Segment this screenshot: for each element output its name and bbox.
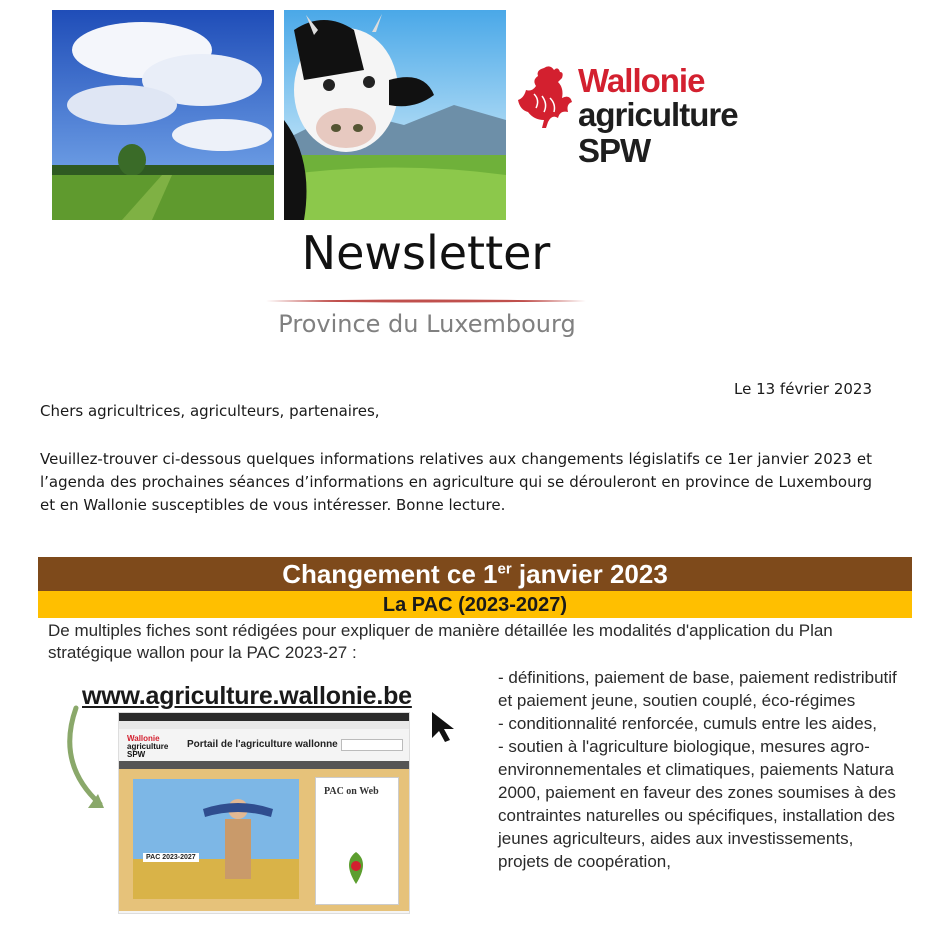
letter-intro: Veuillez-trouver ci-dessous quelques informations relatives aux changements législatifs ce 1er janvier 2023 et l’agenda des prochaines séances d’informations en agriculture qui se dérouleront en province de Luxembourg et en Wallonie susceptibles de vous intéresser. Bonne lecture.	[40, 450, 872, 514]
list-item: - définitions, paiement de base, paiement redistributif et paiement jeune, soutien couplé, éco-régimes	[498, 668, 897, 710]
section-heading-pre: Changement ce 1	[282, 559, 498, 589]
shot-logo	[127, 735, 168, 759]
section-heading	[38, 557, 912, 591]
shot-pac-caption: PAC 2023-2027	[143, 853, 199, 862]
letter-date: Le 13 février 2023	[733, 380, 872, 398]
rooster-icon	[514, 64, 574, 130]
letter-greeting: Chers agricultrices, agriculteurs, partenaires,	[40, 402, 380, 420]
section-heading-sup: er	[497, 560, 512, 578]
shot-nav-bar	[119, 761, 409, 769]
shot-subbar	[119, 721, 409, 729]
cursor-icon	[430, 710, 460, 744]
shot-logo-line3: SPW	[127, 750, 146, 759]
pac-leaf-icon	[336, 848, 376, 888]
newsletter-subtitle: Province du Luxembourg	[278, 310, 576, 338]
section-heading-post: janvier 2023	[511, 559, 668, 589]
logo-text-spw: SPW	[578, 132, 651, 169]
shot-portal-title: Portail de l'agriculture wallonne	[187, 739, 338, 750]
shot-topbar	[119, 713, 409, 721]
logo-text-wallonie: Wallonie	[578, 62, 705, 99]
cow-photo	[284, 10, 506, 220]
website-screenshot	[118, 712, 410, 914]
shot-pac-title: PAC on Web	[324, 786, 379, 797]
pac-topics-list	[498, 666, 898, 873]
list-item: - conditionnalité renforcée, cumuls entre les aides,	[498, 714, 877, 733]
shot-logo-line1: Wallonie	[127, 734, 160, 743]
section-subheading: La PAC (2023-2027)	[38, 591, 912, 618]
section-lead: De multiples fiches sont rédigées pour expliquer de manière détaillée les modalités d'application du Plan stratégique wallon pour la PAC 2023-27 :	[48, 621, 833, 662]
shot-farmer-photo	[133, 779, 299, 899]
shot-search-input	[341, 739, 403, 751]
title-underline	[266, 298, 586, 304]
sky-field-photo	[52, 10, 274, 220]
list-item: - soutien à l'agriculture biologique, mesures agro-environnementales et climatiques, paiements Natura 2000, paiement en faveur des zones soumises à des contraintes naturelles ou spécifiques, installation des jeunes agriculteurs, aides aux investissements, projets de coopération,	[498, 737, 896, 871]
logo-text-agriculture: agriculture	[578, 96, 738, 133]
shot-pac-card	[315, 777, 399, 905]
wallonie-agriculture-logo	[514, 60, 754, 170]
shot-logo-line2: agriculture	[127, 742, 169, 751]
website-url-link[interactable]: www.agriculture.wallonie.be	[82, 682, 412, 710]
curved-arrow-icon	[62, 704, 122, 814]
website-figure	[62, 676, 462, 938]
newsletter-title: Newsletter	[301, 226, 551, 280]
